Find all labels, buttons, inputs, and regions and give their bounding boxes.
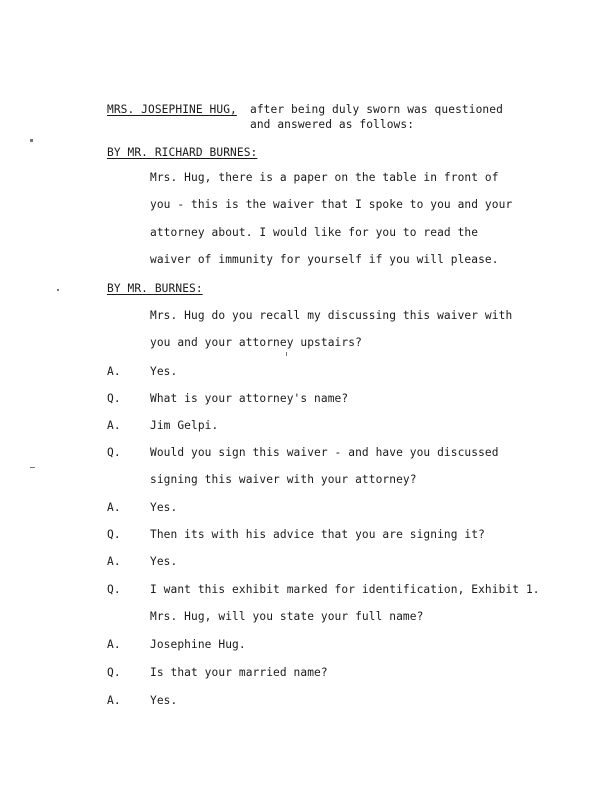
statement-line: waiver of immunity for yourself if you will please. xyxy=(150,253,499,266)
witness-intro-line-1: after being duly sworn was questioned xyxy=(250,103,503,116)
qa-label: A. xyxy=(107,501,121,514)
qa-text: Then its with his advice that you are signing it? xyxy=(150,528,485,541)
qa-text: I want this exhibit marked for identification, Exhibit 1. xyxy=(150,583,540,596)
witness-name: MRS. JOSEPHINE HUG, xyxy=(107,103,237,116)
qa-text: Yes. xyxy=(150,501,178,514)
qa-label: Q. xyxy=(107,528,121,541)
qa-text: Would you sign this waiver - and have you discussed xyxy=(150,446,499,459)
scan-mark xyxy=(30,139,33,142)
section-header-burnes: BY MR. BURNES: xyxy=(107,282,203,295)
statement-line: attorney about. I would like for you to read the xyxy=(150,226,479,239)
qa-text: Mrs. Hug, will you state your full name? xyxy=(150,610,424,623)
statement-line: you - this is the waiver that I spoke to you and your xyxy=(150,198,513,211)
qa-label: A. xyxy=(107,638,121,651)
qa-label: A. xyxy=(107,694,121,707)
qa-text: signing this waiver with your attorney? xyxy=(150,473,417,486)
statement-line: Mrs. Hug do you recall my discussing this waiver with xyxy=(150,309,513,322)
scan-mark xyxy=(30,467,35,468)
qa-label: A. xyxy=(107,365,121,378)
qa-label: A. xyxy=(107,555,121,568)
statement-line: you and your attorney upstairs? xyxy=(150,336,362,349)
qa-text: Yes. xyxy=(150,555,178,568)
qa-text: Yes. xyxy=(150,694,178,707)
witness-intro-line-2: and answered as follows: xyxy=(250,118,415,131)
qa-text: Is that your married name? xyxy=(150,666,328,679)
scan-mark xyxy=(57,289,59,291)
qa-text: Josephine Hug. xyxy=(150,638,246,651)
qa-text: What is your attorney's name? xyxy=(150,392,349,405)
section-header-richard-burnes: BY MR. RICHARD BURNES: xyxy=(107,146,258,159)
qa-label: Q. xyxy=(107,446,121,459)
qa-label: Q. xyxy=(107,666,121,679)
statement-line: Mrs. Hug, there is a paper on the table in front of xyxy=(150,171,499,184)
qa-text: Jim Gelpi. xyxy=(150,419,219,432)
qa-label: Q. xyxy=(107,583,121,596)
scan-mark xyxy=(286,352,287,356)
qa-label: Q. xyxy=(107,392,121,405)
qa-label: A. xyxy=(107,419,121,432)
qa-text: Yes. xyxy=(150,365,178,378)
